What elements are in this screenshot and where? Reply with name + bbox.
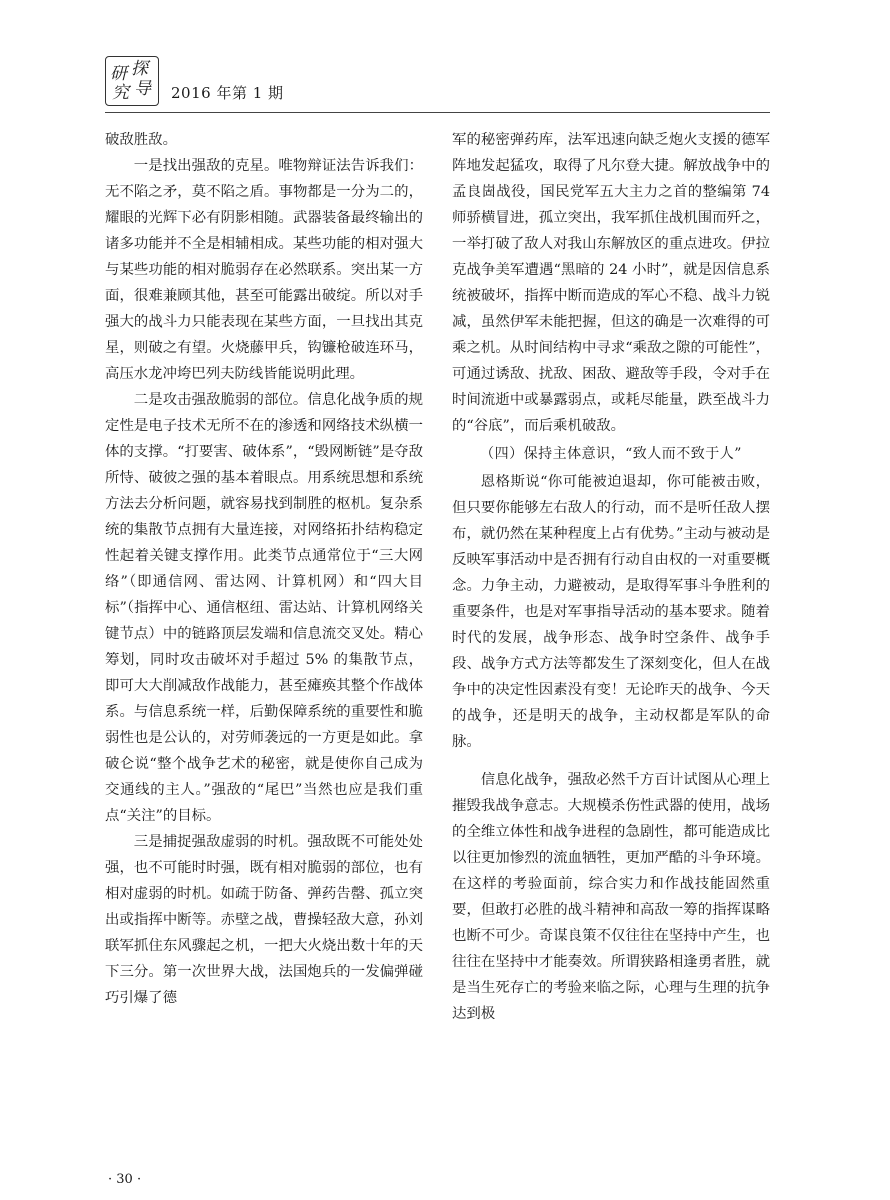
logo-char: 究 [112, 83, 129, 103]
issue-label: 2016 年第 1 期 [171, 84, 284, 102]
paragraph: 二是攻击强敌脆弱的部位。信息化战争质的规定性是电子技术无所不在的渗透和网络技术纵横一体的支撑。“打要害、破体系”，“毁网断链”是夺敌所恃、破彼之强的基本着眼点。用系统思想和系统方法去分析问题，就容易找到制胜的枢机。复杂系统的集散节点拥有大量连接，对网络拓扑结构稳定性起着关键支撑作用。此类节点通常位于“三大网络”（即通信网、雷达网、计算机网）和“四大目标”（指挥中心、通信枢纽、雷达站、计算机网络关键节点）中的链路顶层发端和信息流交叉处。精心筹划，同时攻击破坏对手超过 5% 的集散节点，即可大大削减敌作战能力，甚至瘫痪其整个作战体系。与信息系统一样，后勤保障系统的重要性和脆弱性也是公认的，对劳师袭远的一方更是如此。拿破仑说“整个战争艺术的秘密，就是使你自己成为交通线的主人。”强敌的“尾巴”当然也应是我们重点“关注”的目标。 [105, 392, 423, 824]
paragraph: 一是找出强敌的克星。唯物辩证法告诉我们：无不陷之矛，莫不陷之盾。事物都是一分为二的，耀眼的光辉下必有阴影相随。武器装备最终输出的诸多功能并不全是相辅相成。某些功能的相对强大与某些功能的相对脆弱存在必然联系。突出某一方面，很难兼顾其他，甚至可能露出破绽。所以对手强大的战斗力只能表现在某些方面，一旦找出其克星，则破之有望。火烧藤甲兵，钩镰枪破连环马，高压水龙冲垮巴列夫防线皆能说明此理。 [105, 158, 423, 382]
paragraph: 军的秘密弹药库，法军迅速向缺乏炮火支援的德军阵地发起猛攻，取得了凡尔登大捷。解放战争中的孟良崮战役，国民党军五大主力之首的整编第 74 师骄横冒进，孤立突出，我军抓住战机围而歼之，一举打破了敌人对我山东解放区的重点进攻。伊拉克战争美军遭遇“黑暗的 24 小时”，就是因信息系统被破坏，指挥中断而造成的军心不稳、战斗力锐减，虽然伊军未能把握，但这的确是一次难得的可乘之机。从时间结构中寻求“乘敌之隙的可能性”，可通过诱敌、扰敌、困敌、避敌等手段，令对手在时间流逝中或暴露弱点，或耗尽能量，跌至战斗力的“谷底”，而后乘机破敌。 [452, 132, 770, 434]
logo-char: 探 [131, 59, 148, 79]
right-column [452, 127, 770, 1027]
page-header [105, 52, 770, 112]
logo-char: 研 [110, 64, 127, 84]
paragraph: 破敌胜敌。 [105, 132, 177, 148]
page-number: · 30 · [108, 1172, 142, 1187]
paragraph: 信息化战争，强敌必然千方百计试图从心理上摧毁我战争意志。大规模杀伤性武器的使用，战场的全维立体性和战争进程的急剧性，都可能造成比以往更加惨烈的流血牺牲，更加严酷的斗争环境。在这样的考验面前，综合实力和作战技能固然重要，但敢打必胜的战斗精神和高敌一筹的指挥谋略也断不可少。奇谋良策不仅往往在坚持中产生，也往往在坚持中才能奏效。所谓狭路相逢勇者胜，就是当生死存亡的考验来临之际，心理与生理的抗争达到极 [452, 772, 770, 1022]
section-subheading: （四）保持主体意识，“致人而不致于人” [480, 446, 742, 462]
paragraph: 三是捕捉强敌虚弱的时机。强敌既不可能处处强，也不可能时时强，既有相对脆弱的部位，也有相对虚弱的时机。如疏于防备、弹药告罄、孤立突出或指挥中断等。赤壁之战，曹操轻敌大意，孙刘联军抓住东风骤起之机，一把大火烧出数十年的天下三分。第一次世界大战，法国炮兵的一发偏弹碰巧引爆了德 [105, 834, 423, 1006]
journal-logo [105, 56, 159, 106]
left-column [105, 127, 423, 1011]
header-divider [105, 112, 770, 113]
paragraph: 恩格斯说“你可能被迫退却，你可能被击败，但只要你能够左右敌人的行动，而不是听任敌人摆布，就仍然在某种程度上占有优势。”主动与被动是反映军事活动中是否拥有行动自由权的一对重要概念。力争主动，力避被动，是取得军事斗争胜利的重要条件，也是对军事指导活动的基本要求。随着时代的发展，战争形态、战争时空条件、战争手段、战争方式方法等都发生了深刻变化，但人在战争中的决定性因素没有变！无论昨天的战争、今天的战争，还是明天的战争，主动权都是军队的命脉。 [452, 474, 770, 750]
logo-char: 导 [134, 79, 151, 99]
